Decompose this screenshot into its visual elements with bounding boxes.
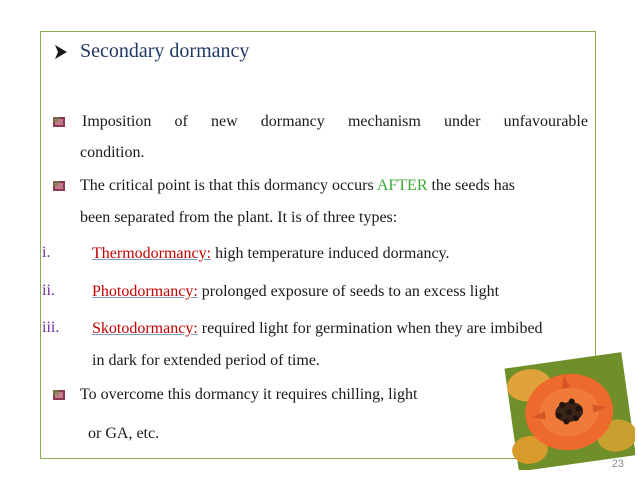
type-1-label: Thermodormancy: <box>92 245 212 262</box>
type-3-numeral: iii. <box>42 319 60 336</box>
slide-heading <box>52 40 249 63</box>
bullet1-line1 <box>82 112 588 132</box>
bullet1-word: dormancy <box>260 113 325 130</box>
bullet2-highlight: AFTER <box>376 177 428 194</box>
bullet2-line1 <box>80 176 588 196</box>
page-number: 23 <box>611 458 624 470</box>
square-bullet-icon <box>52 180 66 192</box>
bullet1-word: new <box>210 113 238 130</box>
type-2-line <box>92 282 499 302</box>
type-2-label: Photodormancy: <box>92 283 198 300</box>
type-3-line2: in dark for extended period of time. <box>92 352 320 369</box>
bullet3-line1: To overcome this dormancy it requires chilling, light <box>80 386 418 403</box>
bullet2-text-pre: The critical point is that this dormancy occurs <box>80 177 377 194</box>
bullet2-line2: been separated from the plant. It is of three types: <box>80 209 398 226</box>
heading-text: Secondary dormancy <box>80 40 250 62</box>
bullet2-text-post: the seeds has <box>427 177 516 194</box>
arrow-bullet-icon <box>52 43 70 61</box>
type-2-numeral: ii. <box>42 282 55 299</box>
bullet3-line2: or GA, etc. <box>88 425 160 442</box>
papaya-image <box>503 352 635 470</box>
bullet1-word: mechanism <box>347 113 421 130</box>
type-3-label: Skotodormancy: <box>92 320 198 337</box>
type-1-line <box>92 244 450 264</box>
type-1-text: high temperature induced dormancy. <box>211 245 450 262</box>
square-bullet-icon <box>52 116 66 128</box>
square-bullet-icon <box>52 389 66 401</box>
bullet1-word: under <box>443 113 481 130</box>
type-1-numeral: i. <box>42 244 51 261</box>
bullet1-word: of <box>174 113 188 130</box>
bullet1-word: unfavourable <box>503 113 588 130</box>
type-3-text: required light for germination when they are imbibed <box>197 320 543 337</box>
bullet1-line2: condition. <box>80 144 145 161</box>
bullet1-word: Imposition <box>82 113 152 130</box>
type-2-text: prolonged exposure of seeds to an excess light <box>197 283 500 300</box>
type-3-line <box>92 319 543 339</box>
